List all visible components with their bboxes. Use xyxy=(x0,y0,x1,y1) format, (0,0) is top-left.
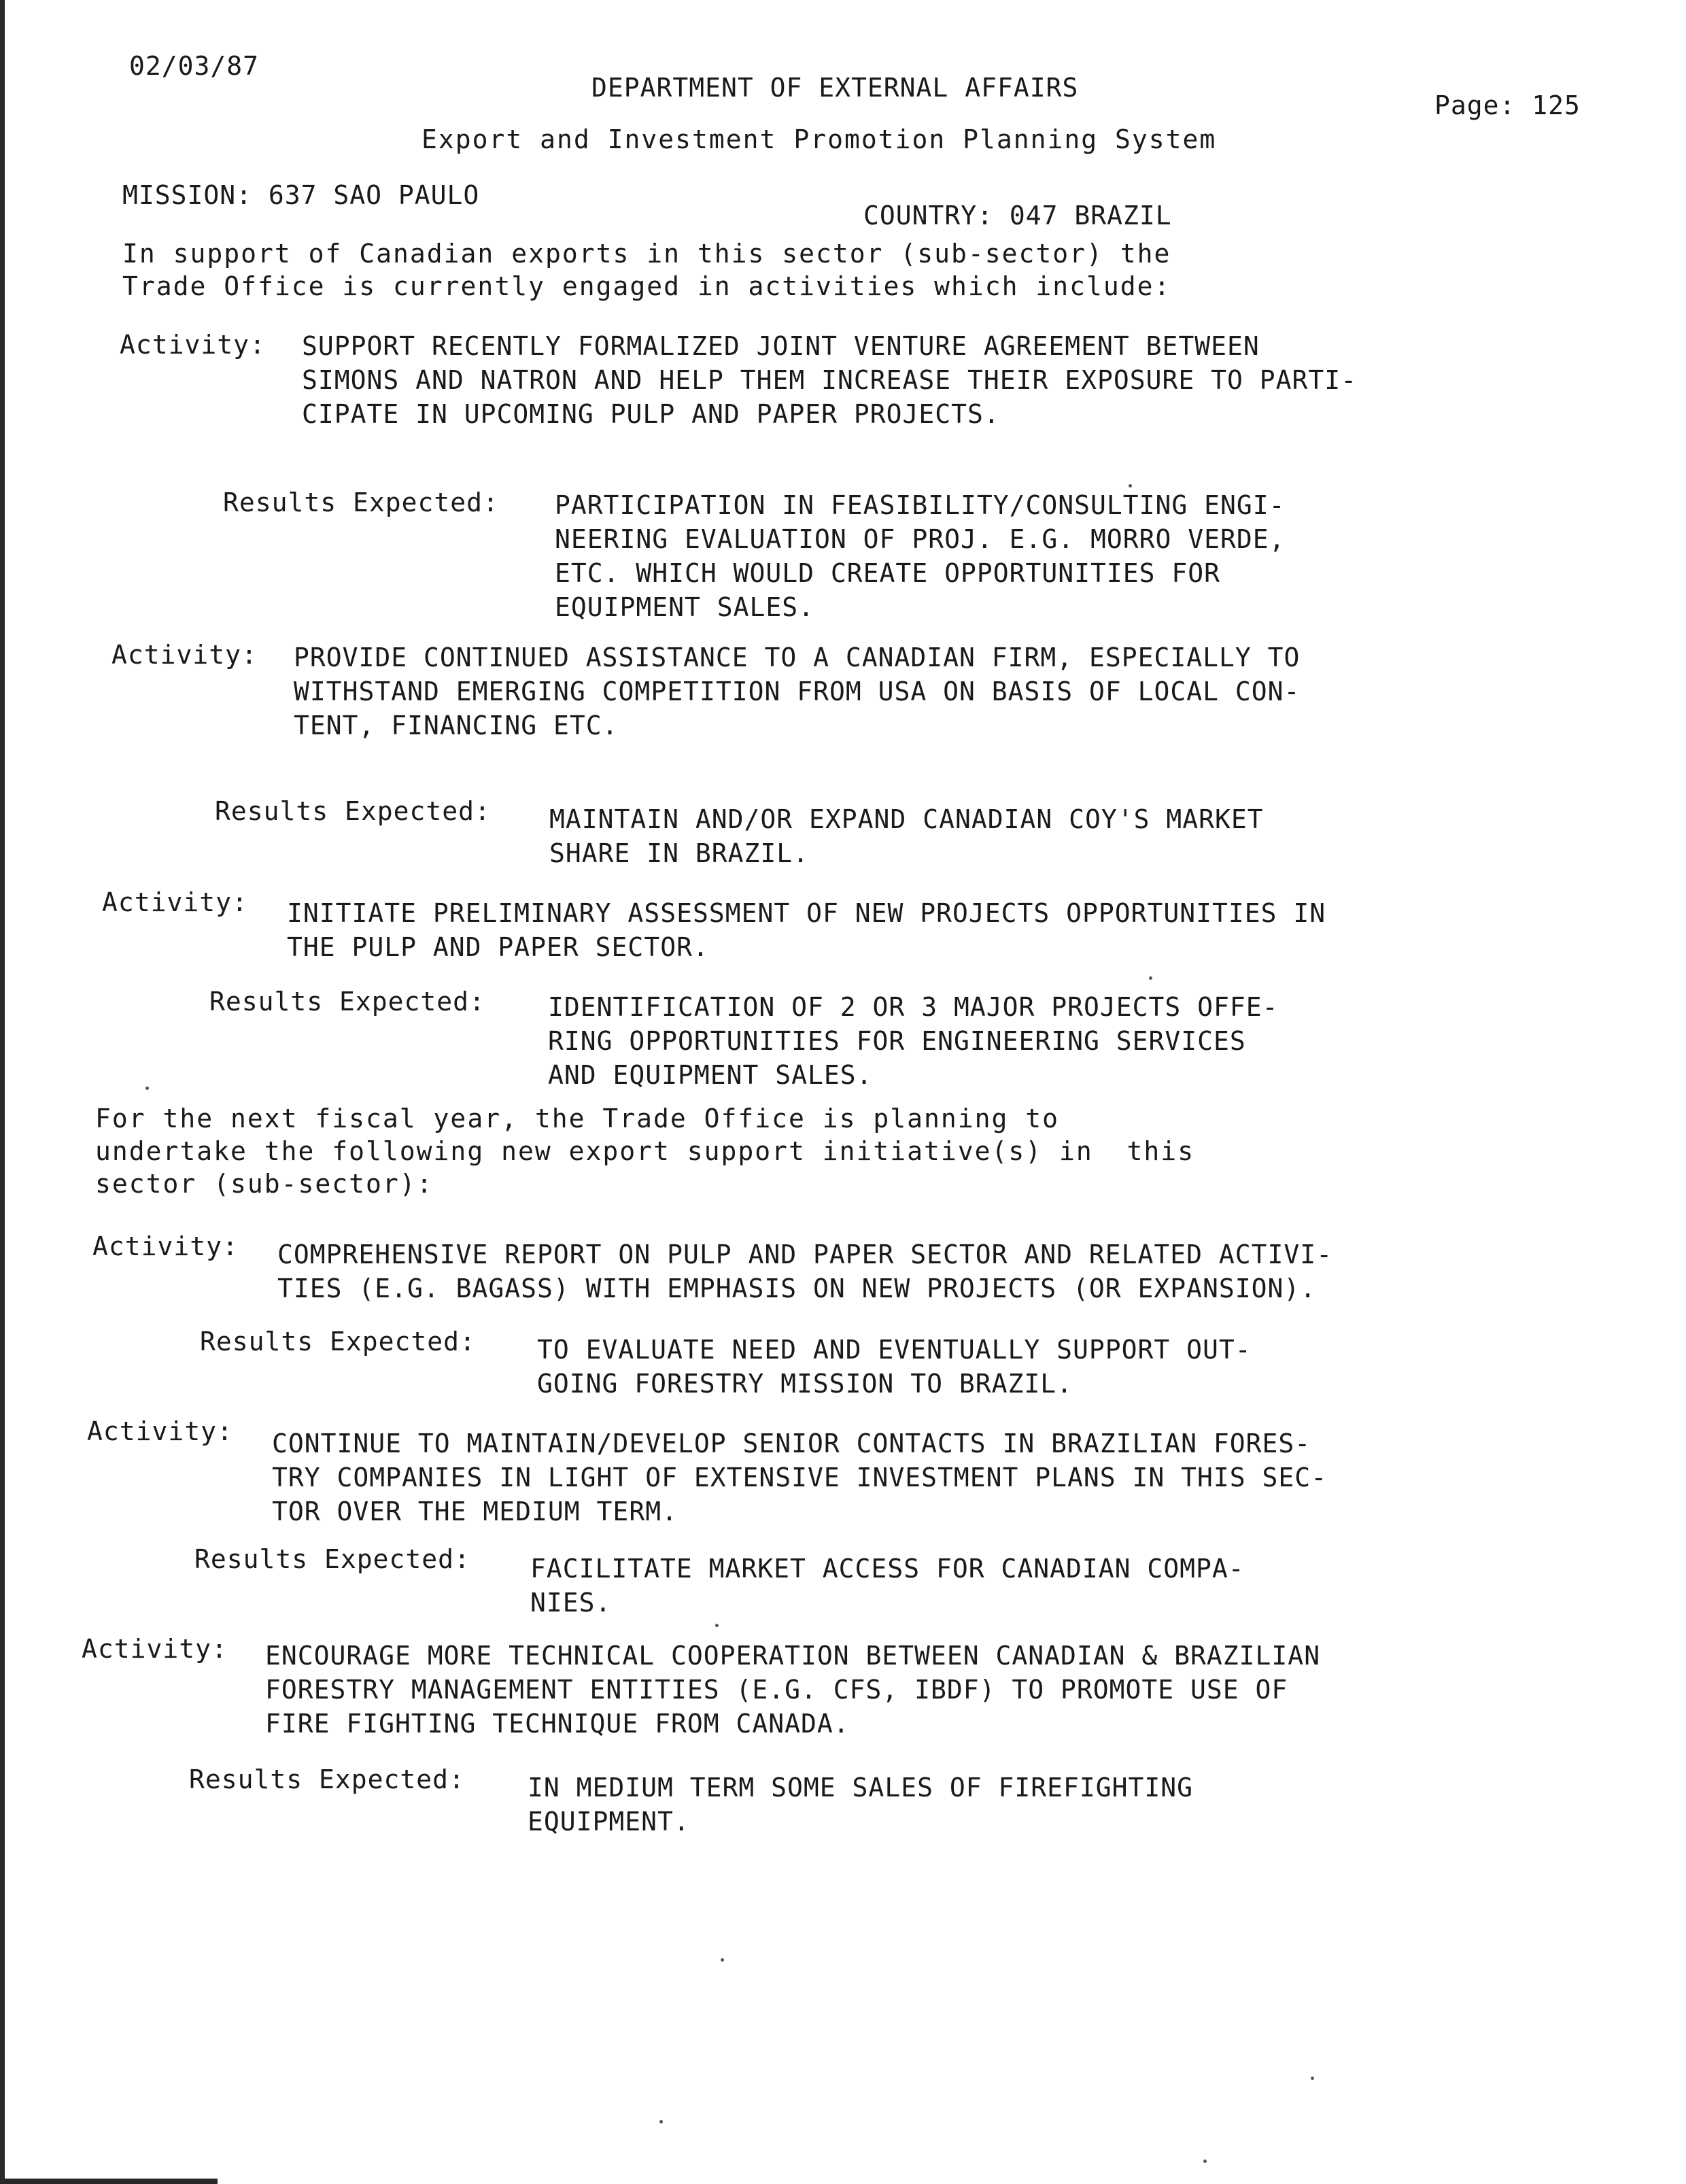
scan-speck xyxy=(721,1958,724,1962)
results-text xyxy=(530,1552,1245,1620)
intro-line: For the next fiscal year, the Trade Office is planning to xyxy=(95,1104,1060,1133)
results-line: PARTICIPATION IN FEASIBILITY/CONSULTING ENGI- xyxy=(555,490,1286,520)
activity-line: CIPATE IN UPCOMING PULP AND PAPER PROJECTS. xyxy=(302,399,1000,429)
scan-edge-bottom xyxy=(0,2179,218,2184)
results-line: NIES. xyxy=(530,1588,612,1618)
results-text xyxy=(555,488,1286,624)
activity-line: THE PULP AND PAPER SECTOR. xyxy=(287,932,709,962)
activity-line: CONTINUE TO MAINTAIN/DEVELOP SENIOR CONTACTS IN BRAZILIAN FORES- xyxy=(272,1429,1311,1458)
results-line: RING OPPORTUNITIES FOR ENGINEERING SERVICES xyxy=(548,1026,1246,1056)
country-label: COUNTRY: 047 BRAZIL xyxy=(863,201,1172,231)
activity-line: FIRE FIGHTING TECHNIQUE FROM CANADA. xyxy=(265,1709,850,1739)
scan-edge-left xyxy=(0,0,5,2184)
activity-line: COMPREHENSIVE REPORT ON PULP AND PAPER SECTOR AND RELATED ACTIVI- xyxy=(277,1240,1333,1269)
results-line: EQUIPMENT SALES. xyxy=(555,592,815,622)
results-line: ETC. WHICH WOULD CREATE OPPORTUNITIES FOR xyxy=(555,558,1220,588)
results-label: Results Expected: xyxy=(189,1764,465,1794)
results-text xyxy=(528,1771,1193,1839)
activity-line: ENCOURAGE MORE TECHNICAL COOPERATION BETWEEN CANADIAN & BRAZILIAN xyxy=(265,1641,1321,1671)
scan-speck xyxy=(145,1087,149,1090)
activity-line: INITIATE PRELIMINARY ASSESSMENT OF NEW PROJECTS OPPORTUNITIES IN xyxy=(287,898,1326,928)
scan-speck xyxy=(715,1624,719,1627)
scan-speck xyxy=(1149,976,1152,980)
intro-line: sector (sub-sector): xyxy=(95,1169,434,1199)
results-text xyxy=(548,990,1279,1092)
mission-label: MISSION: 637 SAO PAULO xyxy=(122,180,480,210)
activity-text xyxy=(265,1639,1320,1741)
department-title: DEPARTMENT OF EXTERNAL AFFAIRS xyxy=(591,73,1079,103)
activity-label: Activity: xyxy=(111,640,258,670)
activity-label: Activity: xyxy=(87,1416,233,1446)
results-line: IDENTIFICATION OF 2 OR 3 MAJOR PROJECTS OFFE- xyxy=(548,992,1279,1022)
activity-text xyxy=(294,641,1300,743)
activity-text xyxy=(272,1427,1327,1529)
results-line: FACILITATE MARKET ACCESS FOR CANADIAN COMPA- xyxy=(530,1554,1245,1584)
activity-line: SUPPORT RECENTLY FORMALIZED JOINT VENTURE AGREEMENT BETWEEN xyxy=(302,331,1260,361)
results-line: MAINTAIN AND/OR EXPAND CANADIAN COY'S MARKET xyxy=(549,804,1264,834)
results-label: Results Expected: xyxy=(223,488,499,517)
activity-line: TENT, FINANCING ETC. xyxy=(294,711,619,740)
results-line: TO EVALUATE NEED AND EVENTUALLY SUPPORT OUT- xyxy=(537,1335,1252,1365)
results-line: NEERING EVALUATION OF PROJ. E.G. MORRO VERDE, xyxy=(555,524,1286,554)
activity-line: WITHSTAND EMERGING COMPETITION FROM USA ON BASIS OF LOCAL CON- xyxy=(294,677,1301,706)
results-line: IN MEDIUM TERM SOME SALES OF FIREFIGHTING xyxy=(528,1773,1193,1803)
intro-line: undertake the following new export support initiative(s) in this xyxy=(95,1136,1195,1166)
results-line: AND EQUIPMENT SALES. xyxy=(548,1060,873,1090)
results-line: GOING FORESTRY MISSION TO BRAZIL. xyxy=(537,1369,1073,1399)
activity-line: PROVIDE CONTINUED ASSISTANCE TO A CANADIAN FIRM, ESPECIALLY TO xyxy=(294,643,1301,672)
system-title: Export and Investment Promotion Planning System xyxy=(422,124,1217,154)
activity-label: Activity: xyxy=(92,1231,239,1261)
results-label: Results Expected: xyxy=(200,1327,476,1357)
results-text xyxy=(549,802,1264,870)
activity-label: Activity: xyxy=(82,1634,228,1664)
activity-line: TRY COMPANIES IN LIGHT OF EXTENSIVE INVESTMENT PLANS IN THIS SEC- xyxy=(272,1463,1328,1492)
activity-line: TOR OVER THE MEDIUM TERM. xyxy=(272,1497,678,1526)
page-number: Page: 125 xyxy=(1434,90,1581,120)
scan-speck xyxy=(1311,2077,1314,2080)
section2-intro xyxy=(95,1102,1194,1199)
scan-speck xyxy=(1203,2160,1207,2163)
intro-line: In support of Canadian exports in this sector (sub-sector) the xyxy=(122,239,1171,269)
scan-speck xyxy=(1129,484,1132,488)
results-text xyxy=(537,1333,1252,1401)
activity-line: SIMONS AND NATRON AND HELP THEM INCREASE THEIR EXPOSURE TO PARTI- xyxy=(302,365,1358,395)
report-date: 02/03/87 xyxy=(129,51,260,81)
activity-text xyxy=(302,329,1357,431)
results-line: EQUIPMENT. xyxy=(528,1807,690,1837)
results-label: Results Expected: xyxy=(194,1544,470,1574)
activity-line: FORESTRY MANAGEMENT ENTITIES (E.G. CFS, IBDF) TO PROMOTE USE OF xyxy=(265,1675,1288,1705)
activity-label: Activity: xyxy=(102,887,248,917)
results-line: SHARE IN BRAZIL. xyxy=(549,838,810,868)
activity-text xyxy=(277,1238,1332,1306)
activity-label: Activity: xyxy=(120,330,266,360)
results-label: Results Expected: xyxy=(215,796,491,826)
scan-speck xyxy=(659,2120,663,2123)
activity-text xyxy=(287,896,1326,964)
activity-line: TIES (E.G. BAGASS) WITH EMPHASIS ON NEW PROJECTS (OR EXPANSION). xyxy=(277,1274,1317,1303)
results-label: Results Expected: xyxy=(209,987,485,1017)
intro-line: Trade Office is currently engaged in activities which include: xyxy=(122,271,1171,301)
section1-intro xyxy=(122,237,1171,302)
